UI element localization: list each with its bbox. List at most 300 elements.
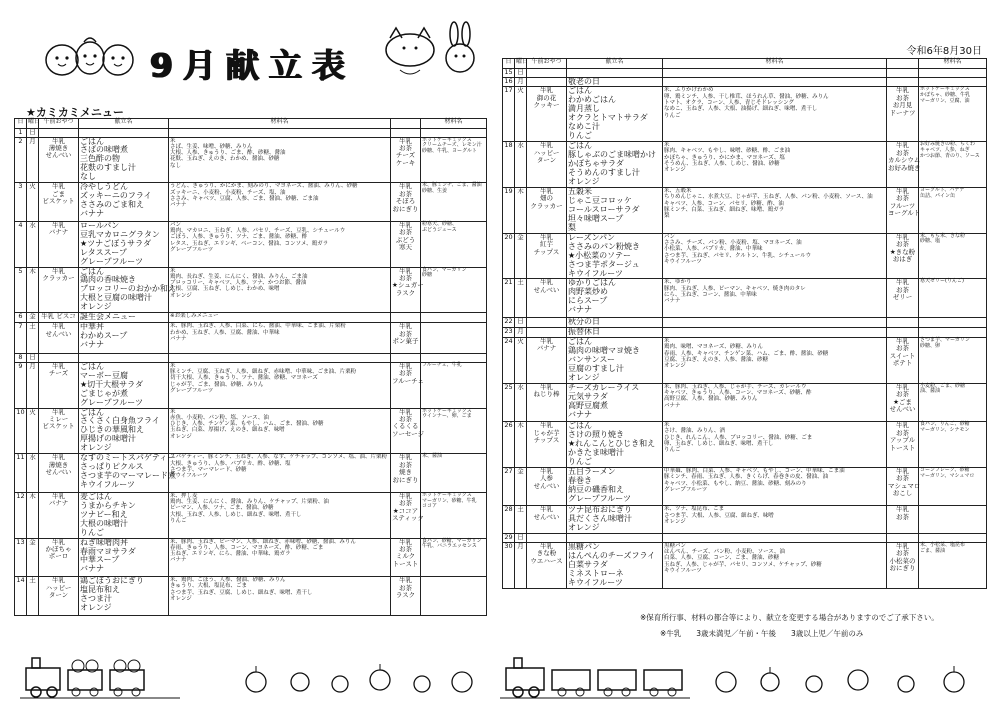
menu-cell-line: オレンジ — [80, 302, 112, 312]
afternoon-snack-cell-line: お好み焼き — [888, 163, 921, 172]
menu-cell — [567, 422, 663, 468]
ingredients-cell-line: きゅうり、大根、塩昆布、ごま — [170, 583, 248, 590]
animals-illustration — [380, 20, 490, 82]
ingredients-cell-line: オレンジ — [170, 595, 192, 602]
morning-snack-cell-line: 人参 — [540, 474, 553, 483]
weekday-cell: 月 — [515, 327, 527, 337]
note-milk: ※牛乳 3歳未満児／午前・午後 3歳以上児／午前のみ — [660, 629, 864, 638]
menu-cell-line: なめこ汁 — [568, 122, 600, 132]
left-menu-table — [14, 118, 487, 616]
ingredients-cell-line: ひじき、れんこん、人参、ブロッコリー、醤油、砂糖、ごま — [664, 434, 813, 441]
afternoon-snack-cell-line: 牛乳 — [399, 453, 412, 462]
weekday-cell: 月 — [27, 362, 39, 408]
snack-ingredients-cell — [421, 267, 487, 313]
col-ingredients2: 材料名 — [421, 119, 487, 129]
snack-ingredients-cell-line: ぶどうジュース — [422, 226, 457, 233]
morning-snack-cell — [527, 187, 567, 233]
morning-snack-cell-line: チップス — [533, 436, 560, 445]
morning-snack-cell-line: ターン — [536, 156, 557, 165]
snack-ingredients-cell — [919, 383, 987, 422]
ingredients-cell-line: 白菜、人参、豆腐、コーン、ごま、醤油、砂糖 — [664, 555, 779, 562]
menu-cell-line: 春巻き — [568, 475, 592, 485]
menu-cell-line: マーボー豆腐 — [80, 370, 128, 380]
menu-cell-line: ごはん — [568, 421, 592, 431]
menu-cell-line: さつま芋のマーマレード煮 — [80, 471, 176, 481]
afternoon-snack-cell-line: おにぎり — [889, 564, 916, 573]
morning-snack-cell-line: 牛乳 — [52, 453, 65, 462]
morning-snack-cell-line: 牛乳 — [52, 182, 65, 191]
snack-ingredients-cell-line: 米、醤油 — [422, 453, 443, 460]
ingredients-cell-line: キウイフルーツ — [664, 258, 702, 265]
afternoon-snack-cell-line: 牛乳 — [399, 407, 412, 416]
table-row — [15, 323, 487, 354]
menu-cell-line: 花麩のすまし汁 — [80, 163, 136, 173]
afternoon-snack-cell-line: 牛乳 — [399, 576, 412, 585]
menu-cell-line: 鶏肉の香味焼き — [80, 275, 136, 285]
afternoon-snack-cell-line: そぼろ — [395, 197, 416, 206]
ingredients-cell-line: 切干大根、人参、きゅうり、ツナ、醤油、砂糖、マヨネーズ — [170, 375, 318, 382]
afternoon-snack-cell-line: ヨーグルト — [888, 209, 921, 218]
ingredients-cell — [663, 317, 887, 327]
menu-cell-line: 納豆の磯香和え — [568, 484, 624, 494]
col-ingredients2: 材料名 — [919, 59, 987, 69]
morning-snack-cell — [527, 383, 567, 422]
afternoon-snack-cell-line: ミルク — [395, 552, 416, 561]
col-dow: 曜日 — [515, 59, 527, 69]
table-row — [15, 492, 487, 538]
snack-ingredients-cell-line: かぼちゃ、砂糖、牛乳 — [920, 92, 971, 99]
menu-cell-line: 中華スープ — [80, 555, 120, 565]
menu-cell-line: バナナ — [568, 409, 592, 419]
menu-cell-line: そうめんのすまし汁 — [568, 168, 640, 178]
morning-snack-cell — [39, 183, 79, 222]
weekday-cell: 月 — [27, 137, 39, 183]
morning-snack-cell-line: 牛乳 — [540, 505, 553, 514]
snack-ingredients-cell-line: ホットケーキミックス — [422, 136, 472, 143]
ingredients-cell-line: ささみ、チーズ、パン粉、小麦粉、塩、マヨネーズ、油 — [664, 240, 802, 247]
table-row — [503, 69, 987, 78]
morning-snack-cell-line: 牛乳 — [52, 537, 65, 546]
menu-cell — [567, 337, 663, 383]
menu-cell-line: ズッキーニのフライ — [80, 191, 152, 201]
ingredients-cell-line: ※お楽しみメニュー — [170, 313, 219, 320]
ingredients-cell-line: 米、豚肉、玉ねぎ、ピーマン、人参、細ねぎ、赤味噌、砂糖、醤油、みりん — [170, 538, 356, 545]
menu-cell-line: グレープフルーツ — [568, 493, 631, 503]
weekday-cell: 土 — [515, 279, 527, 318]
menu-cell-line: 三色酢の物 — [80, 154, 120, 164]
snack-ingredients-cell-line: フルーチェ、牛乳 — [422, 361, 462, 368]
table-row — [503, 534, 987, 543]
menu-cell-line: 豆腐のすまし汁 — [568, 363, 624, 373]
morning-snack-cell — [527, 87, 567, 142]
menu-cell-line: 麦ごはん — [80, 491, 112, 501]
afternoon-snack-cell-line: お茶 — [399, 228, 412, 237]
afternoon-snack-cell-line: お茶 — [896, 512, 909, 521]
ingredients-cell-line: はんぺん、チーズ、パン粉、小麦粉、ソース、油 — [664, 549, 786, 556]
afternoon-snack-cell-line: ケーキ — [395, 158, 416, 167]
afternoon-snack-cell-line: ★ココア — [392, 506, 419, 515]
morning-snack-cell-line: せんべい — [45, 468, 72, 477]
snack-ingredients-cell-line: かつお節、青のり、ソース — [920, 152, 980, 159]
weekday-cell: 金 — [27, 538, 39, 577]
afternoon-snack-cell — [887, 142, 919, 188]
menu-cell — [567, 233, 663, 279]
ingredients-cell-line: 玉ねぎ、白菜、厚揚げ、えのき、細ねぎ、味噌 — [170, 427, 285, 434]
ingredients-cell-line: じゃが芋、ごま、醤油、砂糖、みりん — [170, 381, 264, 388]
snack-ingredients-cell-line: ココア — [422, 503, 438, 510]
ingredients-cell-line: 米 — [664, 422, 670, 429]
menu-cell-line: なすのミートスパゲティー — [80, 453, 176, 463]
snack-ingredients-cell-line: マーガリン、シナモン — [920, 426, 970, 433]
day-cell: 18 — [503, 142, 515, 188]
menu-cell-line: ひじきの華風和え — [80, 425, 144, 435]
table-row — [503, 327, 987, 337]
ingredients-cell-line: 花麩、玉ねぎ、えのき、わかめ、醤油、砂糖 — [170, 156, 280, 163]
afternoon-snack-cell-line: 牛乳 — [896, 421, 909, 430]
morning-snack-cell-line: ミレー — [48, 414, 69, 423]
table-row — [15, 538, 487, 577]
menu-cell-line: ごはん — [568, 141, 592, 151]
snack-ingredients-cell — [919, 187, 987, 233]
ingredients-cell-line: 卵、鶏ミンチ、人参、干し椎茸、ほうれん草、醤油、砂糖、みりん — [664, 93, 829, 100]
snack-ingredients-cell — [421, 313, 487, 323]
table-row — [15, 577, 487, 616]
ingredients-cell-line: 大根、豆腐、玉ねぎ、しめじ、わかめ、味噌 — [170, 286, 280, 293]
afternoon-snack-cell — [391, 354, 421, 363]
ingredients-cell — [169, 137, 391, 183]
day-cell: 25 — [503, 383, 515, 422]
menu-cell-line: さつま芋ポタージュ — [568, 259, 640, 269]
menu-cell — [79, 354, 169, 363]
ingredients-cell-line: 鶏肉、味噌、マヨネーズ、砂糖、みりん — [664, 344, 763, 351]
ingredients-cell-line: キウイフルーツ — [664, 568, 702, 575]
snack-ingredients-cell-line: 米、もち米、きな粉 — [920, 232, 966, 239]
ingredients-cell-line: 米、豚肉、玉ねぎ、人参、白菜、にら、醤油、中華味、ごま油、片栗粉 — [170, 323, 346, 330]
afternoon-snack-cell — [887, 467, 919, 506]
weekday-cell: 水 — [515, 142, 527, 188]
snack-ingredients-cell — [421, 183, 487, 222]
afternoon-snack-cell-line: マシュマロ — [888, 481, 921, 490]
day-cell: 17 — [503, 87, 515, 142]
ingredients-cell-line: りんご — [170, 518, 187, 525]
ingredients-cell-line: 卵、玉ねぎ、しめじ、細ねぎ、味噌、煮干し — [664, 441, 774, 448]
ingredients-cell-line: キャベツ、人参、コーン、パセリ、砂糖、酢、油 — [664, 200, 784, 207]
snack-ingredients-cell-line: 缶詰、パイン缶 — [920, 192, 956, 199]
menu-cell-line: オクラとトマトサラダ — [568, 113, 648, 123]
menu-cell-line: チーズカレーライス — [568, 382, 640, 392]
menu-cell-line: さくさく白身魚フライ — [80, 416, 160, 426]
ingredients-cell — [663, 69, 887, 78]
day-cell: 23 — [503, 327, 515, 337]
afternoon-snack-cell — [391, 129, 421, 138]
snack-ingredients-cell-line: ホットケーキミックス — [920, 86, 970, 93]
ingredients-cell — [169, 129, 391, 138]
morning-snack-cell-line: クラッカー — [530, 201, 563, 210]
ingredients-cell-line: キャベツ、きゅうり、人参、コーン、マヨネーズ、砂糖、酢 — [664, 389, 812, 396]
menu-cell-line: ごはん — [80, 266, 104, 276]
snack-ingredients-cell — [421, 408, 487, 454]
ingredients-cell — [663, 279, 887, 318]
menu-cell-line: なし — [80, 172, 96, 182]
ingredients-cell-line: 大根、きゅうり、人参、パプリカ、酢、砂糖、塩 — [170, 460, 291, 467]
snack-ingredients-cell — [919, 422, 987, 468]
afternoon-snack-cell-line: 牛乳 — [896, 336, 909, 345]
ingredients-cell — [663, 327, 887, 337]
menu-cell-line: バナナ — [80, 340, 104, 350]
fruits-illustration-right — [710, 660, 980, 696]
weekday-cell: 火 — [515, 87, 527, 142]
afternoon-snack-cell-line: 牛乳 — [896, 86, 909, 95]
morning-snack-cell-line: 牛乳 — [540, 186, 553, 195]
train-illustration-left — [20, 654, 180, 700]
afternoon-snack-cell-line: くるくる — [392, 422, 419, 431]
morning-snack-cell-line: 畑の — [540, 194, 553, 203]
ingredients-cell-line: さつま芋、大根、人参、豆腐、細ねぎ、味噌 — [664, 512, 774, 519]
morning-snack-cell-line: 牛乳 — [540, 278, 553, 287]
snack-ingredients-cell-line: 砂糖、牛乳、ヨーグルト — [422, 148, 477, 154]
ingredients-cell — [169, 362, 391, 408]
afternoon-snack-cell-line: トースト — [889, 443, 916, 452]
morning-snack-cell — [527, 506, 567, 534]
col-ingredients: 材料名 — [169, 119, 391, 129]
morning-snack-cell-line: 薄焼き — [48, 143, 69, 152]
afternoon-snack-cell-line: 牛乳 — [399, 136, 412, 145]
menu-cell — [567, 383, 663, 422]
afternoon-snack-cell-line: お月見 — [892, 101, 913, 110]
ingredients-cell — [169, 454, 391, 493]
morning-snack-cell — [39, 267, 79, 313]
ingredients-cell — [663, 77, 887, 87]
menu-cell — [567, 317, 663, 327]
weekday-cell: 日 — [515, 69, 527, 78]
afternoon-snack-cell-line: 牛乳 — [896, 141, 909, 150]
afternoon-snack-cell-line: 牛乳 — [399, 491, 412, 500]
menu-cell-line: ★切干大根サラダ — [80, 379, 144, 389]
weekday-cell: 火 — [27, 183, 39, 222]
ingredients-cell-line: 豚ミンチ、白菜、玉ねぎ、細ねぎ、味噌、鶏ガラ — [664, 206, 785, 213]
ingredients-cell-line: スパゲティー、豚ミンチ、玉ねぎ、人参、なす、ケチャップ、コンソメ、塩、油、片栗粉 — [170, 454, 388, 461]
snack-ingredients-cell — [919, 69, 987, 78]
menu-cell-line: 白菜サラダ — [568, 559, 608, 569]
menu-cell-line: さつま汁 — [80, 593, 112, 603]
snack-ingredients-cell-line: 油、醤油 — [920, 388, 941, 395]
morning-snack-cell — [527, 233, 567, 279]
table-row — [503, 142, 987, 188]
ingredients-cell-line: レタス、玉ねぎ、エリンギ、ベーコン、醤油、コンソメ、鶏ガラ — [170, 240, 329, 247]
morning-snack-cell-line: 薄焼き — [48, 460, 69, 469]
morning-snack-cell — [39, 454, 79, 493]
morning-snack-cell — [39, 129, 79, 138]
morning-snack-cell-line: 牛乳 — [52, 136, 65, 145]
snack-ingredients-cell — [421, 454, 487, 493]
snack-ingredients-cell-line: 食パン、マーガリン — [422, 266, 467, 273]
ingredients-cell-line: 小松菜、人参、パプリカ、醤油、中華味 — [664, 246, 763, 253]
morning-snack-cell — [527, 279, 567, 318]
ingredients-cell — [663, 542, 887, 588]
ingredients-cell — [663, 422, 887, 468]
mascot-characters-illustration — [40, 32, 140, 82]
morning-snack-cell-line: チーズ — [48, 369, 69, 378]
weekday-cell: 月 — [515, 77, 527, 87]
ingredients-cell-line: オレンジ — [664, 167, 686, 174]
afternoon-snack-cell — [391, 221, 421, 267]
morning-snack-cell-line: 牛乳 — [540, 336, 553, 345]
afternoon-snack-cell-line: カルシウム — [888, 156, 921, 165]
menu-cell-line: ささみのパン粉焼き — [568, 241, 640, 251]
afternoon-snack-cell — [887, 187, 919, 233]
menu-cell — [567, 69, 663, 78]
ingredients-cell-line: さつま芋、マーマレード、砂糖 — [170, 466, 247, 473]
ingredients-cell-line: りんご — [664, 447, 681, 454]
morning-snack-cell-line: 牛乳 — [540, 382, 553, 391]
afternoon-snack-cell-line: ポン菓子 — [392, 337, 419, 346]
col-day: 日 — [503, 59, 515, 69]
afternoon-snack-cell-line: ポテト — [892, 359, 913, 368]
menu-cell-line: 豆乳マカロニグラタン — [80, 229, 160, 239]
snack-ingredients-cell-line: 食パン、砂糖、マーガリン — [422, 537, 482, 544]
menu-cell-line: ツナ昆布おにぎり — [568, 505, 632, 515]
morning-snack-cell-line: 牛乳 — [52, 322, 65, 331]
ingredients-cell-line: 高野豆腐、人参、醤油、砂糖、みりん — [664, 396, 758, 403]
menu-cell — [79, 538, 169, 577]
ingredients-cell-line: トマト、オクラ、コーン、人参、青じそドレッシング — [664, 100, 794, 107]
menu-cell-line: 大根の味噌汁 — [80, 518, 128, 528]
col-menu: 献立名 — [567, 59, 663, 69]
menu-cell — [567, 467, 663, 506]
menu-cell-line: オレンジ — [568, 176, 600, 186]
ingredients-cell-line: 米、豚肉、玉ねぎ、人参、じゃが芋、チーズ、カレールウ — [664, 383, 807, 390]
morning-snack-cell — [39, 538, 79, 577]
morning-snack-cell-line: せんべい — [533, 285, 560, 294]
afternoon-snack-cell-line: お茶 — [399, 274, 412, 282]
afternoon-snack-cell-line: フルーツ — [889, 201, 916, 210]
morning-snack-cell — [527, 142, 567, 188]
afternoon-snack-cell-line: 牛乳 — [399, 182, 412, 191]
menu-cell-line: バナナ — [80, 564, 104, 574]
menu-cell-line: レーズンパン — [568, 232, 616, 242]
menu-cell-line: さばの味噌煮 — [80, 145, 128, 155]
day-cell: 7 — [15, 323, 27, 354]
morning-snack-cell — [527, 69, 567, 78]
afternoon-snack-cell — [887, 506, 919, 534]
day-cell: 10 — [15, 408, 27, 454]
afternoon-snack-cell-line: 牛乳 — [896, 186, 909, 195]
ingredients-cell-line: ひじき、人参、チンゲン菜、もやし、ハム、ごま、醤油、砂糖 — [170, 421, 324, 428]
afternoon-snack-cell-line: おはぎ — [892, 255, 913, 264]
ingredients-cell-line: 鶏肉、マカロニ、玉ねぎ、人参、パセリ、チーズ、豆乳、シチュールウ — [170, 228, 346, 235]
afternoon-snack-cell — [887, 279, 919, 318]
menu-cell-line: バナナ — [568, 305, 592, 315]
ingredients-cell-line: 鶏肉、生姜、にんにく、醤油、みりん、ケチャップ、片栗粉、油 — [170, 499, 329, 506]
ingredients-cell-line: かぼちゃ、きゅうり、かにかま、マヨネーズ、塩 — [664, 154, 785, 161]
snack-ingredients-cell — [919, 542, 987, 588]
ingredients-cell-line: 米 — [170, 408, 176, 415]
ingredients-cell-line: りんご — [664, 112, 681, 119]
snack-ingredients-cell-line: 砂糖、卵 — [920, 342, 941, 349]
menu-cell-line: ミネストローネ — [568, 568, 624, 578]
afternoon-snack-cell-line: おにぎり — [392, 475, 419, 484]
weekday-cell: 火 — [515, 337, 527, 383]
menu-cell-line: ★ツナごぼうサラダ — [80, 238, 152, 248]
afternoon-snack-cell-line: 牛乳 — [896, 466, 909, 475]
menu-cell-line: 元気サラダ — [568, 391, 608, 401]
col-dow: 曜日 — [27, 119, 39, 129]
snack-ingredients-cell — [421, 129, 487, 138]
snack-ingredients-cell-line: 砂糖、生姜 — [422, 188, 448, 195]
day-cell: 22 — [503, 317, 515, 327]
afternoon-snack-cell — [887, 233, 919, 279]
weekday-cell: 水 — [27, 221, 39, 267]
afternoon-snack-cell-line: お茶 — [896, 390, 909, 399]
snack-ingredients-cell — [919, 534, 987, 543]
afternoon-snack-cell-line: 牛乳 — [399, 537, 412, 546]
afternoon-snack-cell-line: お茶 — [896, 194, 909, 203]
afternoon-snack-cell-line: お茶 — [399, 414, 412, 423]
afternoon-snack-cell-line: 牛乳 — [399, 361, 412, 370]
menu-cell-line: うまからチキン — [80, 500, 136, 510]
menu-cell-line: かぼちゃサラダ — [568, 159, 624, 169]
menu-cell-line: ごはん — [568, 336, 592, 346]
ingredients-cell-line: 黒糖パン — [664, 542, 687, 549]
morning-snack-cell-line: 牛乳 — [540, 232, 553, 241]
menu-cell-line: ごまじゃが煮 — [80, 388, 128, 398]
snack-ingredients-cell-line: 砂糖、塩 — [920, 238, 941, 245]
morning-snack-cell-line: かぼちゃ — [45, 545, 72, 554]
weekday-cell: 水 — [27, 454, 39, 493]
day-cell: 19 — [503, 187, 515, 233]
afternoon-snack-cell-line: お茶 — [896, 549, 909, 558]
ingredients-cell — [169, 408, 391, 454]
afternoon-snack-cell-line: 寒天 — [399, 243, 412, 252]
ingredients-cell-line: パン — [664, 233, 676, 240]
afternoon-snack-cell-line: ★シュガー — [392, 281, 424, 290]
menu-cell-line: さっぱりピクルス — [80, 462, 144, 472]
weekday-cell: 日 — [515, 317, 527, 327]
menu-cell-line: はんぺんのチーズフライ — [568, 550, 656, 560]
ingredients-cell-line: オレンジ — [170, 433, 192, 440]
afternoon-snack-cell-line: ★きな粉 — [889, 247, 916, 256]
morning-snack-cell — [527, 317, 567, 327]
table-row — [15, 183, 487, 222]
morning-snack-cell — [527, 337, 567, 383]
menu-cell — [79, 183, 169, 222]
menu-cell — [79, 137, 169, 183]
table-row — [503, 87, 987, 142]
menu-cell-line: ごはん — [80, 136, 104, 146]
snack-ingredients-cell-line: 小麦粉、ごま、砂糖 — [920, 382, 966, 389]
ingredients-cell-line: 玉ねぎ、人参、じゃが芋、パセリ、コンソメ、ケチャップ、砂糖 — [664, 561, 822, 568]
snack-ingredients-cell — [919, 142, 987, 188]
weekday-cell: 土 — [27, 577, 39, 616]
menu-cell-line: 坦々味噌スープ — [568, 213, 624, 223]
snack-ingredients-cell-line: 粉寒天、砂糖、 — [422, 220, 458, 227]
menu-cell — [567, 77, 663, 87]
morning-snack-cell — [39, 221, 79, 267]
menu-cell-line: 厚揚げの味噌汁 — [80, 434, 136, 444]
morning-snack-cell — [39, 323, 79, 354]
snack-ingredients-cell-line: コーンフレーク、砂糖 — [920, 466, 970, 473]
ingredients-cell — [169, 267, 391, 313]
day-cell: 14 — [15, 577, 27, 616]
morning-snack-cell-line: 御の花 — [536, 93, 557, 102]
snack-ingredients-cell-line: さつま芋、マーガリン — [920, 336, 970, 343]
morning-snack-cell-line: ねじり棒 — [533, 390, 560, 399]
menu-cell-line: じゃこ豆コロッケ — [568, 195, 632, 205]
menu-cell — [567, 327, 663, 337]
morning-snack-cell — [39, 492, 79, 538]
ingredients-cell-line: そうめん、玉ねぎ、人参、しめじ、醤油、砂糖 — [664, 161, 780, 168]
afternoon-snack-cell-line: お茶 — [399, 143, 412, 152]
